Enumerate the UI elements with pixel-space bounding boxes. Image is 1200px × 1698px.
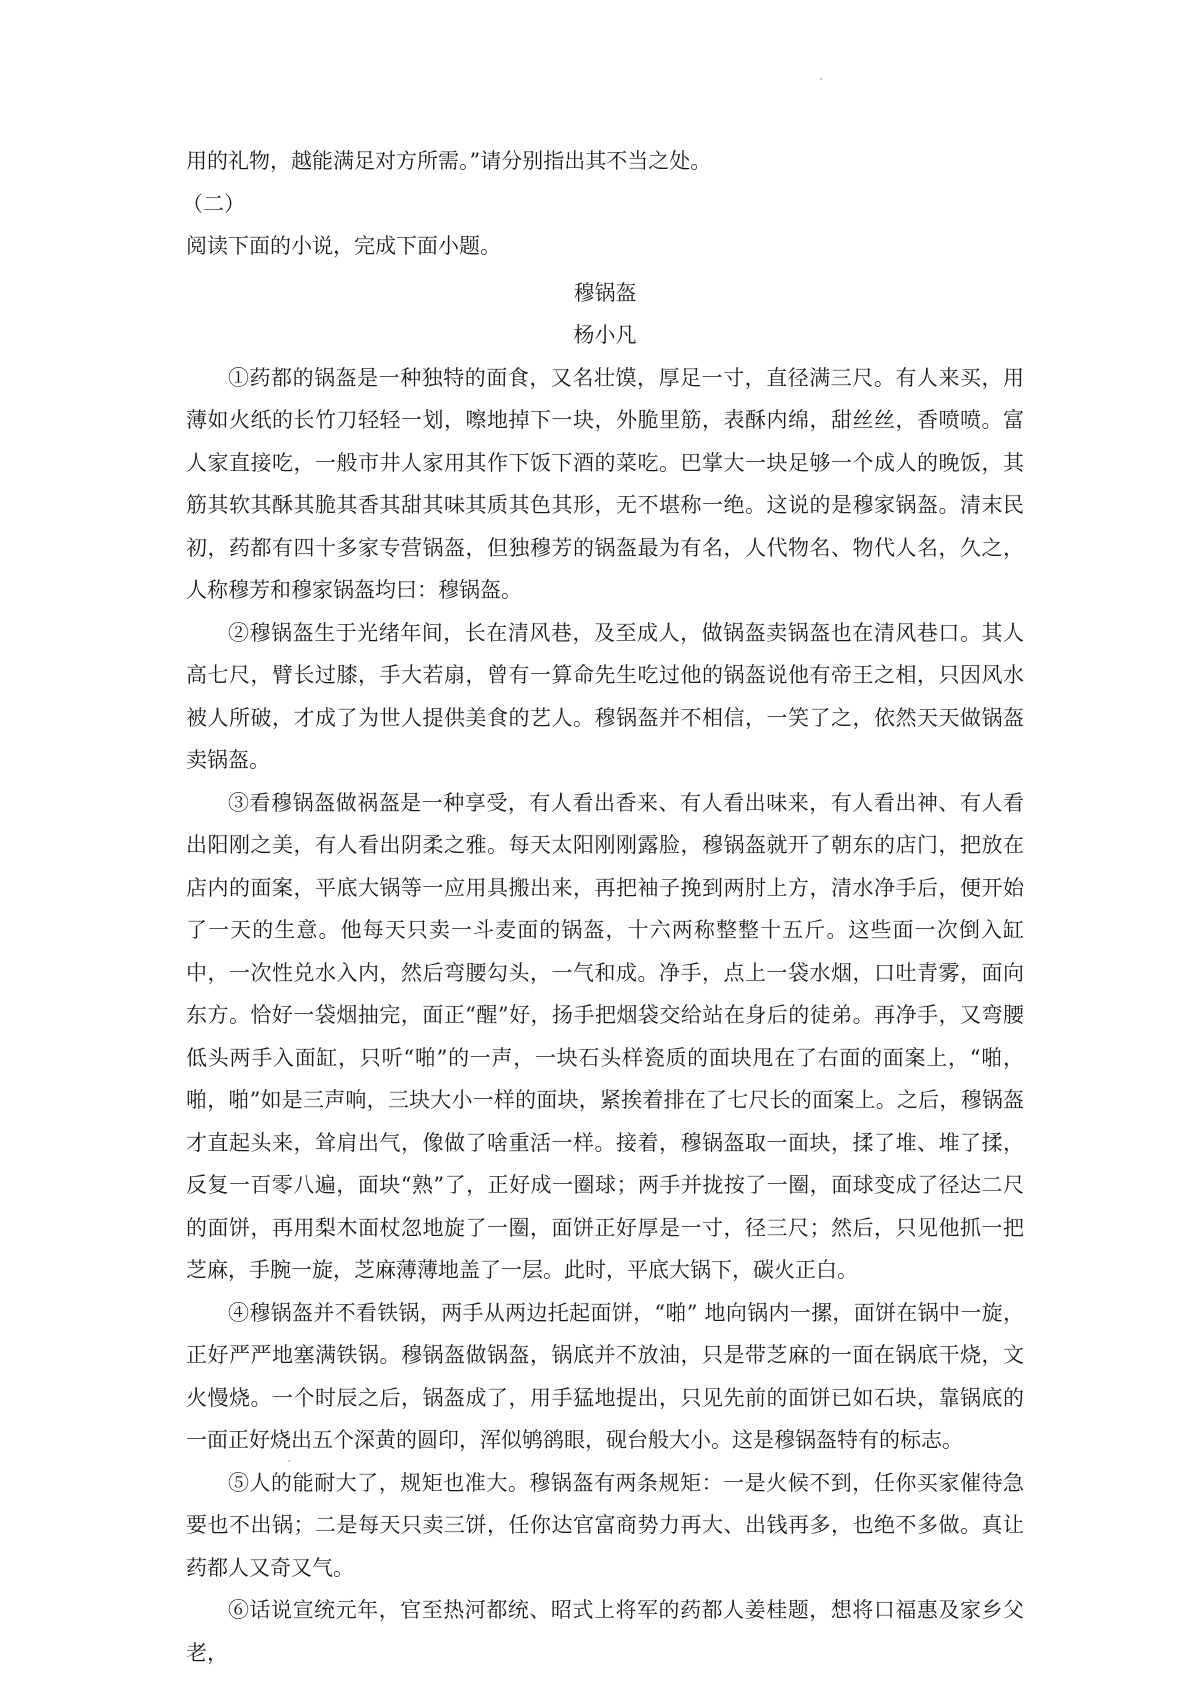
lead-line: 用的礼物，越能满足对方所需。”请分别指出其不当之处。	[186, 149, 712, 173]
story-paragraph: ④穆锅盔并不看铁锅，两手从两边托起面饼，“啪” 地向锅内一摞，面饼在锅中一旋，正好严严地塞满铁锅。穆锅盔做锅盔，锅底并不放油，只是带芝麻的一面在锅底干烧，文火慢烧。一个时辰之后，锅盔成了，用手猛地提出，只见先前的面饼已如石块，靠锅底的一面正好烧出五个深黄的圆印，浑似鸲鹆眼，砚台般大小。这是穆锅盔特有的标志。	[186, 1300, 1024, 1452]
story-author: 杨小凡	[573, 323, 637, 347]
section-label: （二）	[182, 191, 245, 216]
story-paragraph: ⑥话说宣统元年，官至热河都统、昭式上将军的药都人姜桂题，想将口福惠及家乡父老，	[186, 1598, 1024, 1665]
instruction-text: 阅读下面的小说，完成下面小题。	[186, 234, 501, 258]
story-paragraph: ①药都的锅盔是一种独特的面食，又名壮馍，厚足一寸，直径满三尺。有人来买，用薄如火纸的长竹刀轻轻一划，嚓地掉下一块，外脆里筋，表酥内绵，甜丝丝，香喷喷。富人家直接吃，一般市井人家用其作下饭下酒的菜吃。巴掌大一块足够一个成人的晚饭，其筋其软其酥其脆其香其甜其味其质其色其形，无不堪称一绝。这说的是穆家锅盔。清末民初，药都有四十多家专营锅盔，但独穆芳的锅盔最为有名，人代物名、物代人名，久之，人称穆芳和穆家锅盔均曰：穆锅盔。	[186, 365, 1024, 602]
story-title: 穆锅盔	[573, 280, 637, 305]
document-body	[182, 140, 1024, 1674]
scan-speck	[820, 78, 822, 80]
story-paragraph: ②穆锅盔生于光绪年间，长在清风巷，及至成人，做锅盔卖锅盔也在清风巷口。其人高七尺，臂长过膝，手大若扇，曾有一算命先生吃过他的锅盔说他有帝王之相，只因风水被人所破，才成了为世人提供美食的艺人。穆锅盔并不相信，一笑了之，依然天天做锅盔卖锅盔。	[186, 620, 1024, 772]
story-paragraph: ⑤人的能耐大了，规矩也准大。穆锅盔有两条规矩：一是火候不到，任你买家催待急要也不出锅；二是每天只卖三饼，任你达官富商势力再大、出钱再多，也绝不多做。真让药都人又奇又气。	[186, 1470, 1024, 1580]
story-paragraph: ③看穆锅盔做祸盔是一种享受，有人看出香来、有人看出味来，有人看出神、有人看出阳刚之美，有人看出阴柔之雅。每天太阳刚刚露脸，穆锅盔就开了朝东的店门，把放在店内的面案，平底大锅等一应用具搬出来，再把袖子挽到两肘上方，清水净手后，便开始了一天的生意。他每天只卖一斗麦面的锅盔，十六两称整整十五斤。这些面一次倒入缸中，一次性兑水入内，然后弯腰勾头，一气和成。净手，点上一袋水烟，口吐青雾，面向东方。恰好一袋烟抽完，面正“醒”好，扬手把烟袋交给站在身后的徒弟。再净手，又弯腰低头两手入面缸，只听“啪”的一声，一块石头样瓷质的面块甩在了右面的面案上，“啪，啪，啪”如是三声响，三块大小一样的面块，紧挨着排在了七尺长的面案上。之后，穆锅盔才直起头来，耸肩出气，像做了啥重活一样。接着，穆锅盔取一面块，揉了堆、堆了揉，反复一百零八遍，面块“熟”了，正好成一圈球；两手并拢按了一圈，面球变成了径达二尺的面饼，再用梨木面杖忽地旋了一圈，面饼正好厚是一寸，径三尺；然后，只见他抓一把芝麻，手腕一旋，芝麻薄薄地盖了一层。此时，平底大锅下，碳火正白。	[186, 790, 1024, 1282]
